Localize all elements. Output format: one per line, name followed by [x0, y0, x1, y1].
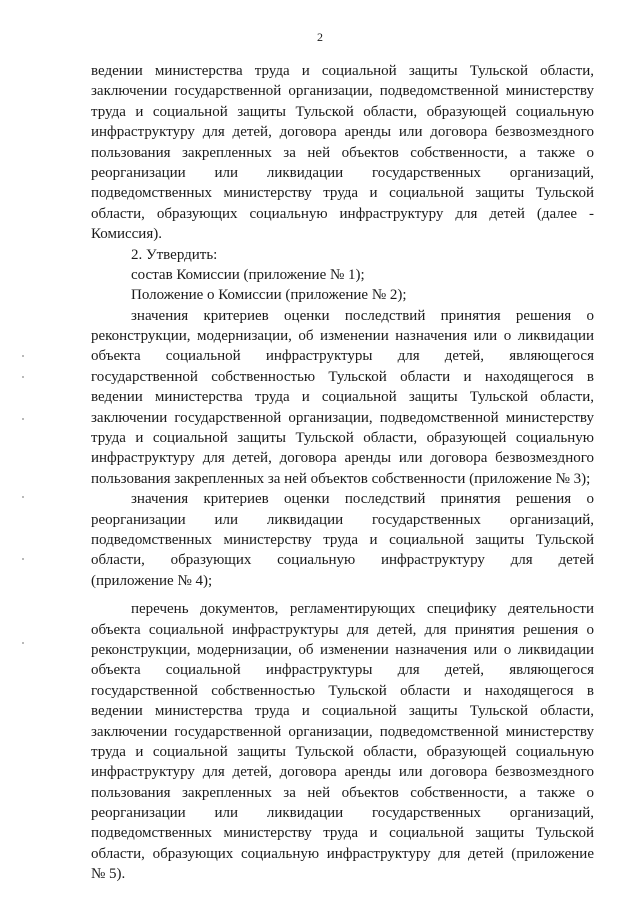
text-line: государственной собственностью Тульской области и находящегося в	[91, 368, 594, 385]
text-line: труда и социальной защиты Тульской области, образующей социальную	[91, 103, 594, 120]
text-line: инфраструктуру для детей, договора аренды или договора безвозмездного	[91, 764, 594, 781]
paragraph	[91, 489, 594, 591]
text-line: ведении министерства труда и социальной защиты Тульской области,	[91, 389, 594, 406]
text-line: реконструкции, модернизации, об изменении назначения или о ликвидации	[91, 328, 594, 345]
text-line: подведомственных министерству труда и социальной защиты Тульской	[91, 185, 594, 202]
text-line: пользования закрепленных за ней объектов собственности, а также о	[91, 144, 594, 161]
text-line: реорганизации или ликвидации государственных организаций,	[91, 511, 594, 528]
document-body	[91, 61, 594, 885]
text-line: объекта социальной инфраструктуры для детей, для принятия решения о	[91, 621, 594, 638]
text-line: заключении государственной организации, подведомственной министерству	[91, 83, 594, 100]
paragraph	[91, 306, 594, 490]
text-line: значения критериев оценки последствий принятия решения о	[131, 307, 594, 324]
text-line: Положение о Комиссии (приложение № 2);	[131, 287, 407, 304]
text-line: реорганизации или ликвидации государственных организаций,	[91, 164, 594, 181]
text-line: Комиссия).	[91, 226, 162, 243]
paragraph	[91, 245, 594, 265]
text-line: 2. Утвердить:	[131, 246, 218, 263]
text-line: пользования закрепленных за ней объектов собственности, а также о	[91, 784, 594, 801]
text-line: реконструкции, модернизации, об изменении назначения или о ликвидации	[91, 641, 594, 658]
text-line: инфраструктуру для детей, договора аренды или договора безвозмездного	[91, 450, 594, 467]
margin-scan-marks	[22, 355, 34, 655]
paragraph	[91, 61, 594, 245]
text-line: объекта социальной инфраструктуры для детей, являющегося	[91, 662, 594, 679]
text-line: пользования закрепленных за ней объектов собственности (приложение № 3);	[91, 470, 591, 487]
text-line: труда и социальной защиты Тульской области, образующей социальную	[91, 430, 594, 447]
text-line: (приложение № 4);	[91, 572, 213, 589]
text-line: значения критериев оценки последствий принятия решения о	[131, 491, 594, 508]
text-line: заключении государственной организации, подведомственной министерству	[91, 409, 594, 426]
text-line: перечень документов, регламентирующих специфику деятельности	[131, 601, 594, 618]
text-line: инфраструктуру для детей, договора аренды или договора безвозмездного	[91, 124, 594, 141]
text-line: состав Комиссии (приложение № 1);	[131, 266, 365, 283]
paragraph	[91, 285, 594, 305]
text-line: области, образующих социальную инфраструктуру для детей	[91, 552, 594, 569]
text-line: ведении министерства труда и социальной защиты Тульской области,	[91, 703, 594, 720]
text-line: подведомственных министерству труда и социальной защиты Тульской	[91, 531, 594, 548]
text-line: подведомственных министерству труда и социальной защиты Тульской	[91, 825, 594, 842]
text-line: труда и социальной защиты Тульской области, образующей социальную	[91, 743, 594, 760]
paragraph-spacing	[91, 591, 594, 599]
text-line: объекта социальной инфраструктуры для детей, являющегося	[91, 348, 594, 365]
text-line: ведении министерства труда и социальной защиты Тульской области,	[91, 63, 594, 79]
paragraph	[91, 599, 594, 884]
text-line: № 5).	[91, 866, 126, 883]
text-line: области, образующих социальную инфраструктуру для детей (приложение	[91, 845, 594, 862]
text-line: области, образующих социальную инфраструктуру для детей (далее -	[91, 205, 594, 222]
text-line: заключении государственной организации, подведомственной министерству	[91, 723, 594, 740]
text-line: реорганизации или ликвидации государственных организаций,	[91, 805, 594, 822]
text-line: государственной собственностью Тульской области и находящегося в	[91, 682, 594, 699]
paragraph	[91, 265, 594, 285]
page-number: 2	[317, 30, 323, 44]
